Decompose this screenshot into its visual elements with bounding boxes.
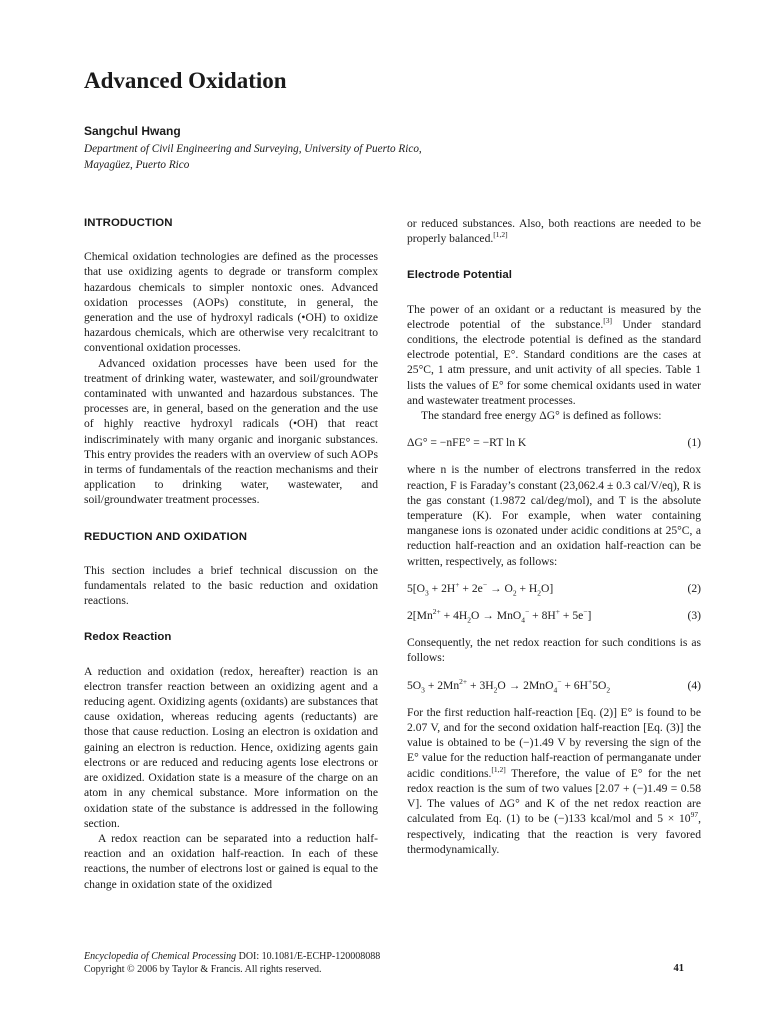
equation-2-body: $5[O_3 + 2H^+ + 2e^- \to O_2 + H_2O]$ xyxy=(407,580,554,598)
affiliation-line-2: Mayagüez, Puerto Rico xyxy=(84,158,190,171)
equation-3-body: $2[Mn^{2+} + 4H_2O \to MnO_4^- + 8H^+ + 5e^-]$ xyxy=(407,607,592,625)
equation-1-number: (1) xyxy=(687,436,701,450)
equation-3 xyxy=(407,608,701,623)
continued-paragraph: or reduced substances. Also, both reactions are needed to be properly balanced.[1,2] xyxy=(407,217,701,246)
equation-1 xyxy=(407,435,701,450)
left-column xyxy=(84,216,378,892)
copyright: Copyright © 2006 by Taylor & Francis. All rights reserved. xyxy=(84,964,322,975)
intro-paragraph-2: Advanced oxidation processes have been used for the treatment of drinking water, wastewater, and soil/groundwater contaminated with unwanted and hazardous substances. The processes are, in general, based on the generation and the use of highly reactive hydroxyl radicals (•OH) that react indiscriminately with many organic and inorganic substances. This entry provides the readers with an overview of such AOPs in terms of fundamentals of the reaction mechanisms and their application to drinking water, wastewater, and soil/groundwater treatment processes. xyxy=(84,356,378,507)
electrode-paragraph-2: The standard free energy ΔG° is defined as follows: xyxy=(421,409,662,423)
heading-electrode-potential: Electrode Potential xyxy=(407,269,513,282)
journal-name: Encyclopedia of Chemical Processing xyxy=(84,951,237,962)
consequently-paragraph: Consequently, the net redox reaction for such conditions is as follows: xyxy=(407,636,701,665)
heading-introduction: INTRODUCTION xyxy=(84,217,173,229)
heading-redox-reaction: Redox Reaction xyxy=(84,631,172,644)
equation-4-body: $5O_3 + 2Mn^{2+} + 3H_2O \to 2MnO_4^- + 6H^+5O_2$ xyxy=(407,676,611,694)
first-reduction-paragraph: For the first reduction half-reaction [Eq. (2)] E° is found to be 2.07 V, and for the second oxidation half-reaction [Eq. (3)] the value is obtained to be (−)1.49 V by reversing the sign of the E° value for the reduction half-reaction of permanganate under acidic conditions.[1,2] Therefore, the value of E° for the net redox reaction is the sum of two values [2.07 + (−)1.49 = 0.58 V]. The values of ΔG° and K of the net redox reaction are calculated from Eq. (1) to be (−)133 kcal/mol and $5 \times 10^{97}$, respectively, indicating that the reaction is very favored thermodynamically. xyxy=(407,705,701,856)
author-name: Sangchul Hwang xyxy=(84,124,181,138)
page-footer xyxy=(84,950,380,976)
intro-paragraph-1: Chemical oxidation technologies are defined as the processes that use oxidizing agents to degrade or transform complex hazardous chemicals to simpler nontoxic ones. Advanced oxidation processes (AOPs) constitute, in general, the generation and the use of hydroxyl radicals (•OH) to oxidize hazardous chemicals, which are otherwise very recalcitrant to conventional oxidation processes. xyxy=(84,250,378,355)
citation: [1,2] xyxy=(491,764,506,774)
redox-paragraph-2: A redox reaction can be separated into a reduction half-reaction and an oxidation half-reaction. In each of these reactions, the number of electrons lost or gained is equal to the change in oxidation state of the oxidized xyxy=(84,831,378,891)
where-paragraph: where n is the number of electrons transferred in the redox reaction, F is Faraday’s constant (23,062.4 ± 0.3 cal/V/eq), R is the gas constant (1.9872 cal/deg/mol), and T is the absolute temperature (K). For example, when water containing manganese ions is ozonated under acidic conditions at 25°C, a reduction half-reaction and an oxidation half-reaction can be written, respectively, as follows: xyxy=(407,463,701,568)
equation-3-number: (3) xyxy=(687,609,701,623)
footer-citation xyxy=(84,950,380,963)
electrode-paragraph-1: The power of an oxidant or a reductant is measured by the electrode potential of the substance.[3] Under standard conditions, the electrode potential is defined as the standard electrode potential, E°. Standard conditions are the cases at 25°C, 1 atm pressure, and unit activity of all species. Table 1 lists the values of E° for some chemical oxidants used in water and wastewater treatment processes. xyxy=(407,302,701,407)
citation: [1,2] xyxy=(493,230,508,240)
reduction-paragraph-1: This section includes a brief technical discussion on the fundamentals related to the basic reduction and oxidation reactions. xyxy=(84,563,378,608)
right-column xyxy=(407,216,701,857)
equation-4 xyxy=(407,678,701,693)
redox-paragraph-1: A reduction and oxidation (redox, hereafter) reaction is an electron transfer reaction between an oxidizing agent and a reducing agent. Oxidizing agents (oxidants) are substances that cause oxidation, whereas reducing agents (reductants) are those that cause reduction. Losing an electron is oxidation and gaining an electron is reduction. Hence, oxidizing agents gain electrons or are reduced and reducing agents lose electrons or are oxidized. Oxidation state is a measure of the charge on an atom in any chemical substance. More information on the oxidation state of the substance is addressed in the following section. xyxy=(84,664,378,830)
citation: [3] xyxy=(603,315,613,325)
equation-2-number: (2) xyxy=(687,581,701,595)
author-affiliation xyxy=(84,142,504,173)
article-title: Advanced Oxidation xyxy=(84,68,287,93)
affiliation-line-1: Department of Civil Engineering and Surveying, University of Puerto Rico, xyxy=(84,143,422,155)
equation-1-body: ΔG° = −nFE° = −RT ln K xyxy=(407,436,527,450)
page-number: 41 xyxy=(673,963,684,974)
equation-4-number: (4) xyxy=(687,678,701,692)
doi: DOI: 10.1081/E-ECHP-120008088 xyxy=(236,951,381,962)
heading-reduction-oxidation: REDUCTION AND OXIDATION xyxy=(84,530,248,543)
equation-2 xyxy=(407,581,701,596)
